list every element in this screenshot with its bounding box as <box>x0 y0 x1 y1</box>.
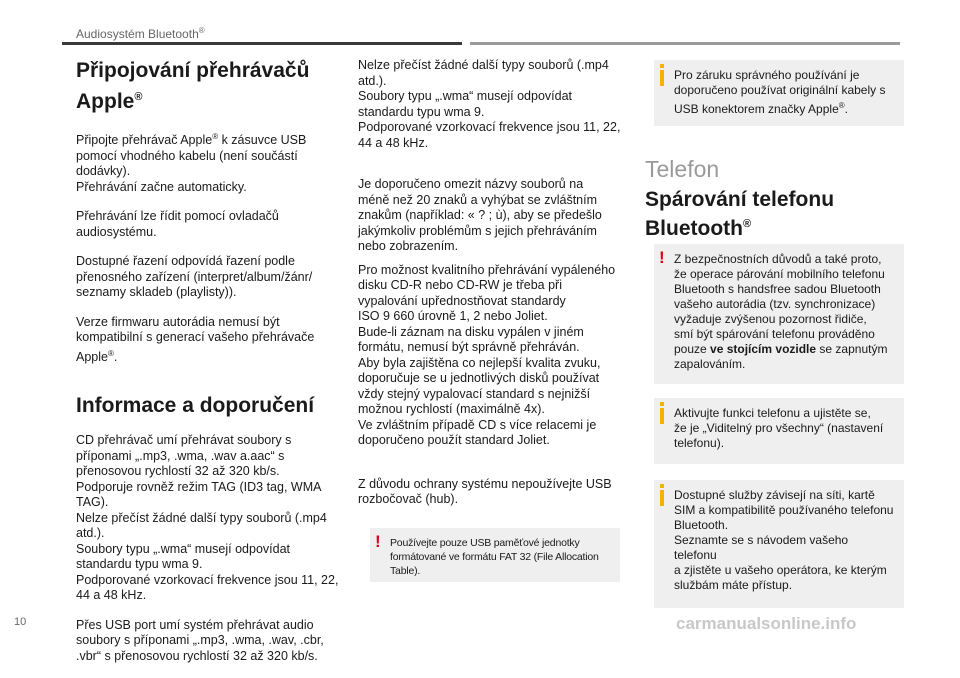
running-header: Audiosystém Bluetooth® <box>76 26 205 41</box>
note-visible-to-all: Aktivujte funkci telefonu a ujistěte se, že je „Viditelný pro všechny“ (nastavení telefonu). <box>654 398 904 464</box>
column-2 <box>358 58 628 522</box>
page-number: 10 <box>14 616 27 628</box>
note-usb-fat32: ! Používejte pouze USB paměťové jednotky formátované ve formátu FAT 32 (File Allocation Table). <box>370 528 620 582</box>
chapter-title-telefon: Telefon <box>645 156 720 182</box>
paragraph-cd-formats: CD přehrávač umí přehrávat soubory s příponami „.mp3, .wma, .wav a.aac“ s přenosovou rychlostí 32 až 320 kb/s. Podporuje rovněž režim TAG (ID3 tag, WMA TAG). Nelze přečíst žádné další typy souborů (.mp4 atd.). Soubory typu „.wma“ musejí odpovídat standardu typu wma 9. Podporované vzorkovací frekvence jsou 11, 22, 44 a 48 kHz. <box>76 433 339 603</box>
header-rule-left <box>62 42 462 45</box>
note-services: Dostupné služby závisejí na síti, kartě SIM a kompatibilitě používaného telefonu Bluetooth. Seznamte se s návodem vašeho telefonu a zjistěte u vašeho operátora, ke kterým službám máte přístup. <box>654 480 904 608</box>
info-icon <box>660 70 664 86</box>
section-title-apple: Připojování přehrávačů Apple® <box>76 59 310 113</box>
watermark: carmanualsonline.info <box>676 614 857 633</box>
note-pairing-safety: ! Z bezpečnostních důvodů a také proto, že operace párování mobilního telefonu Bluetooth s handsfree sadou Bluetooth vašeho autorádia (tzv. synchronizace) vyžaduje zvýšenou pozornost řidiče, smí být spárování telefonu prováděno pouze ve stojícím vozidle se zapnutým zapalováním. <box>654 244 904 384</box>
paragraph-usb-formats: Přes USB port umí systém přehrávat audio soubory s příponami „.mp3, .wma, .wav, .cbr, .vbr“ s přenosovou rychlostí 32 až 320 kb/s. <box>76 617 324 663</box>
info-icon <box>660 408 664 424</box>
paragraph-other-types: Nelze přečíst žádné další typy souborů (.mp4 atd.). Soubory typu „.wma“ musejí odpovídat standardu typu wma 9. Podporované vzorkovací frekvence jsou 11, 22, 44 a 48 kHz. <box>358 58 621 150</box>
paragraph-connect: Připojte přehrávač Apple® k zásuvce USB pomocí vhodného kabelu (není součástí dodávky). Přehrávání začne automaticky. <box>76 132 307 194</box>
paragraph-filenames: Je doporučeno omezit názvy souborů na méně než 20 znaků a vyhýbat se zvláštním znakům (například: « ? ; ù), aby se předešlo jakýmkoliv problémům s jejich přehráváním nebo zobrazením. <box>358 177 602 253</box>
header-rule-right <box>470 42 900 45</box>
paragraph-controls: Přehrávání lze řídit pomocí ovladačů audiosystému. <box>76 209 279 239</box>
note-apple-cables: Pro záruku správného používání je doporučeno používat originální kabely s USB konektorem značky Apple®. <box>654 60 904 126</box>
info-icon <box>660 490 664 506</box>
paragraph-firmware: Verze firmwaru autorádia nemusí být kompatibilní s generací vašeho přehrávače Apple®. <box>76 314 315 364</box>
section-title-info: Informace a doporučení <box>76 394 315 418</box>
warning-icon: ! <box>375 532 381 551</box>
paragraph-cd-burning: Pro možnost kvalitního přehrávání vypáleného disku CD-R nebo CD-RW je třeba při vypalování upřednostňovat standardy ISO 9 660 úrovně 1, 2 nebo Joliet. Bude-li záznam na disku vypálen v jiném formátu, nemusí být správně přehráván. Aby byla zajištěna co nejlepší kvalita zvuku, doporučuje se u jednotlivých disků používat vždy stejný vypalovací standard s nejnižší možnou rychlostí (maximálně 4x). Ve zvláštním případě CD s více relacemi je doporučeno použít standard Joliet. <box>358 262 616 447</box>
paragraph-sorting: Dostupné řazení odpovídá řazení podle přenosného zařízení (interpret/album/žánr/ seznamy skladeb (playlisty)). <box>76 254 313 300</box>
column-1 <box>76 58 346 678</box>
section-title-pairing: Spárování telefonu Bluetooth® <box>645 188 835 240</box>
warning-icon: ! <box>659 248 665 267</box>
paragraph-usb-hub: Z důvodu ochrany systému nepoužívejte USB rozbočovač (hub). <box>358 476 612 506</box>
